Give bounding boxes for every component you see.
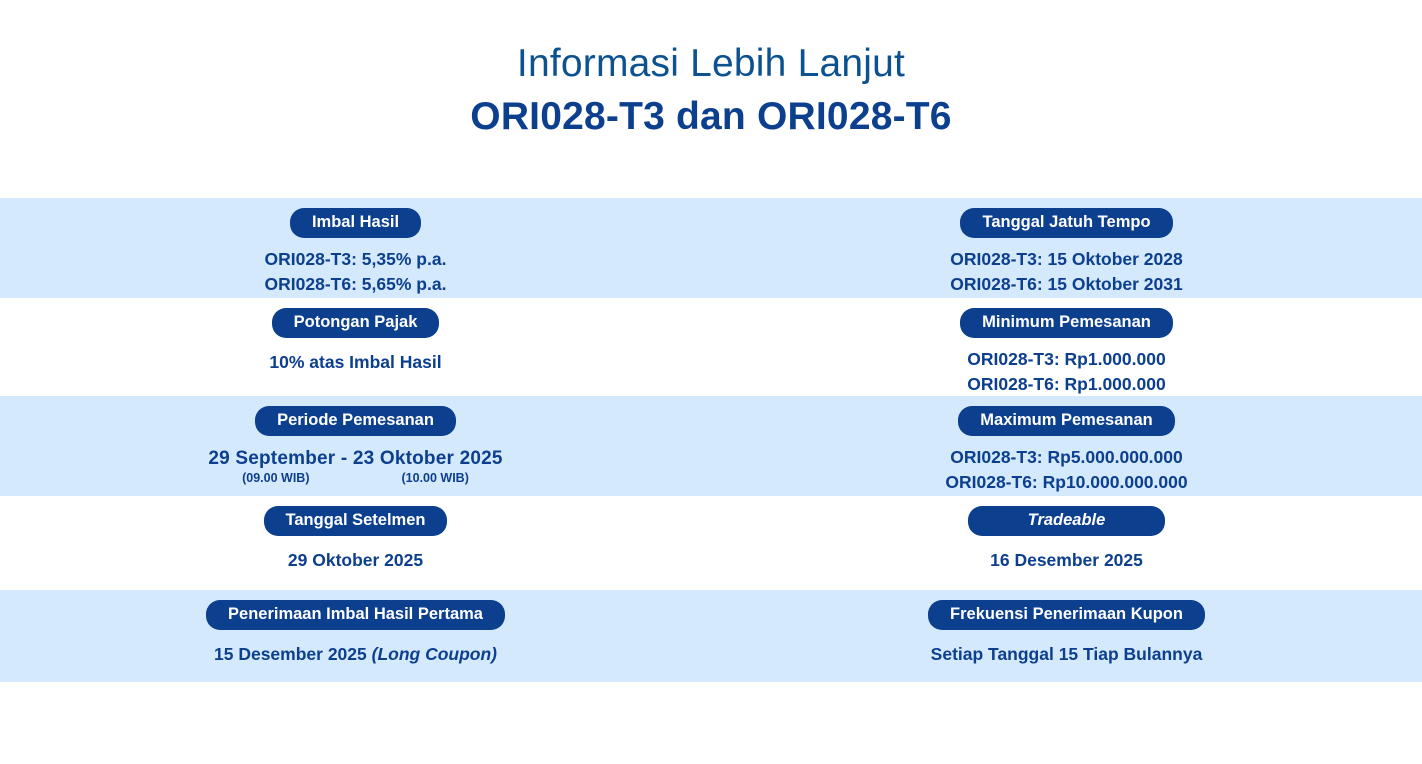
page-title-line1: Informasi Lebih Lanjut [516, 42, 906, 85]
info-cell-penerimaan-imbal-hasil-pertama [0, 590, 711, 675]
info-cell-imbal-hasil [0, 198, 711, 308]
page-header [0, 0, 1422, 142]
info-row-1 [0, 198, 1422, 298]
value-penerimaan-note: (Long Coupon) [371, 643, 497, 664]
value-frekuensi-penerimaan-kupon: Setiap Tanggal 15 Tiap Bulannya [930, 643, 1203, 664]
value-tradeable: 16 Desember 2025 [990, 549, 1143, 570]
info-row-3 [0, 396, 1422, 496]
value-jatuh-tempo-t6: ORI028-T6: 15 Oktober 2031 [950, 274, 1183, 295]
values-tanggal-jatuh-tempo [711, 247, 1422, 298]
info-table [0, 198, 1422, 682]
label-minimum-pemesanan: Minimum Pemesanan [960, 308, 1173, 338]
info-cell-maximum-pemesanan [711, 396, 1422, 506]
value-imbal-hasil-t6: ORI028-T6: 5,65% p.a. [264, 274, 447, 295]
values-imbal-hasil [0, 247, 711, 298]
page-title-line2: ORI028-T3 dan ORI028-T6 [470, 94, 952, 138]
values-minimum-pemesanan [711, 347, 1422, 398]
info-cell-tradeable [711, 496, 1422, 581]
label-frekuensi-penerimaan-kupon: Frekuensi Penerimaan Kupon [928, 600, 1205, 630]
label-tanggal-jatuh-tempo: Tanggal Jatuh Tempo [960, 208, 1172, 238]
value-penerimaan-imbal-hasil-pertama [0, 644, 711, 665]
info-cell-minimum-pemesanan [711, 298, 1422, 408]
value-minimum-t3: ORI028-T3: Rp1.000.000 [967, 348, 1166, 369]
label-maximum-pemesanan: Maximum Pemesanan [958, 406, 1174, 436]
value-jatuh-tempo-t3: ORI028-T3: 15 Oktober 2028 [950, 248, 1183, 269]
periode-start-time: (09.00 WIB) [242, 470, 310, 485]
label-tanggal-setelmen: Tanggal Setelmen [264, 506, 448, 536]
info-cell-potongan-pajak [0, 298, 711, 408]
values-maximum-pemesanan [711, 445, 1422, 496]
label-penerimaan-imbal-hasil-pertama: Penerimaan Imbal Hasil Pertama [206, 600, 505, 630]
info-cell-tanggal-jatuh-tempo [711, 198, 1422, 308]
info-row-2 [0, 298, 1422, 396]
label-periode-pemesanan: Periode Pemesanan [255, 406, 456, 436]
info-cell-tanggal-setelmen [0, 496, 711, 581]
value-penerimaan-date: 15 Desember 2025 [214, 643, 372, 664]
value-maximum-t3: ORI028-T3: Rp5.000.000.000 [950, 446, 1183, 467]
value-potongan-pajak: 10% atas Imbal Hasil [269, 351, 442, 372]
value-minimum-t6: ORI028-T6: Rp1.000.000 [967, 374, 1166, 395]
label-imbal-hasil: Imbal Hasil [290, 208, 421, 238]
info-cell-periode-pemesanan [0, 396, 711, 506]
periode-end-time: (10.00 WIB) [401, 470, 469, 485]
info-row-4 [0, 496, 1422, 590]
info-row-5 [0, 590, 1422, 682]
value-periode-pemesanan: 29 September - 23 Oktober 2025 [208, 447, 503, 469]
value-tanggal-setelmen: 29 Oktober 2025 [287, 549, 424, 570]
value-imbal-hasil-t3: ORI028-T3: 5,35% p.a. [264, 248, 447, 269]
value-maximum-t6: ORI028-T6: Rp10.000.000.000 [945, 472, 1188, 493]
label-potongan-pajak: Potongan Pajak [272, 308, 440, 338]
info-cell-frekuensi-penerimaan-kupon [711, 590, 1422, 675]
label-tradeable: Tradeable [968, 506, 1166, 536]
value-periode-pemesanan-times [0, 471, 711, 485]
